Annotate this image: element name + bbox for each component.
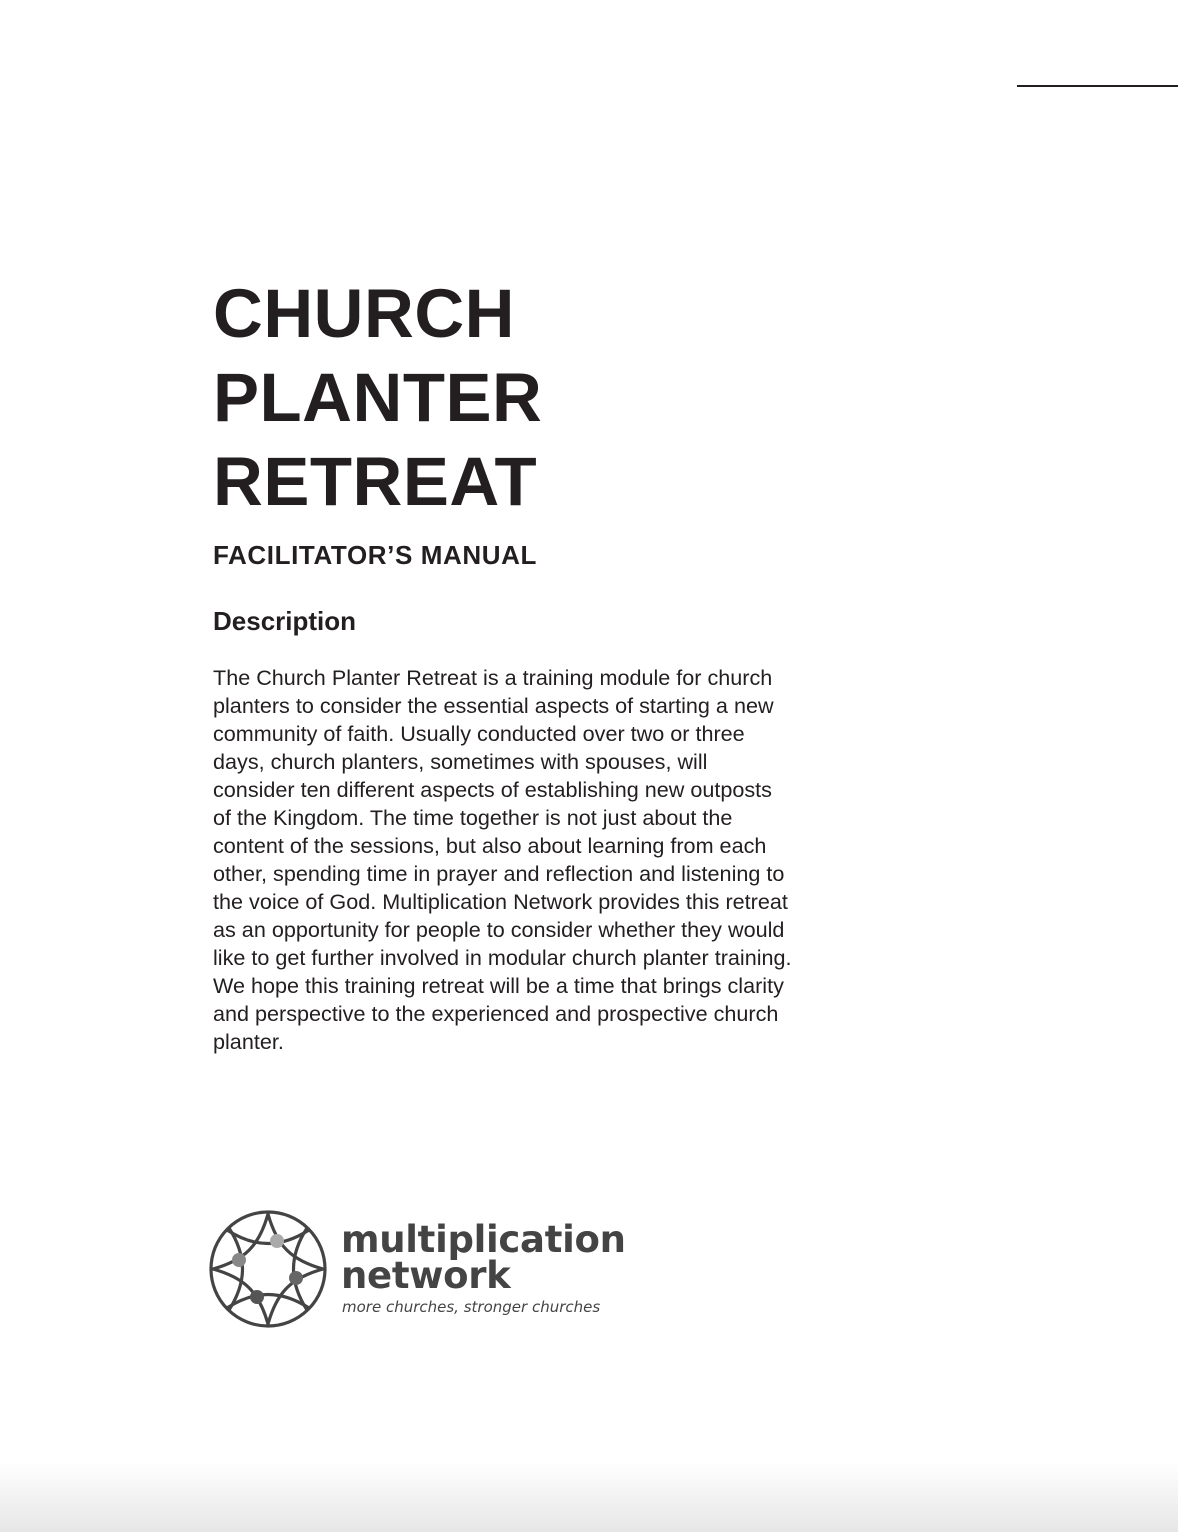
logo-tagline: more churches, stronger churches (342, 1298, 601, 1316)
title-line: CHURCH (213, 275, 515, 352)
multiplication-network-logo (207, 1208, 626, 1332)
document-subtitle: FACILITATOR’S MANUAL (213, 540, 537, 570)
logo-mark-icon (207, 1208, 329, 1330)
title-line: PLANTER (213, 359, 543, 436)
logo-wordmark (341, 1218, 626, 1297)
document-title (213, 272, 542, 524)
page-bottom-shadow (0, 1462, 1178, 1532)
logo-name-line: network (341, 1254, 511, 1297)
title-line: RETREAT (213, 443, 538, 520)
section-heading: Description (213, 606, 357, 636)
top-rule (1017, 85, 1178, 87)
description-paragraph: The Church Planter Retreat is a training module for church planters to consider the essential aspects of starting a new community of faith. Usually conducted over two or three days, church planters, sometimes with spouses, will consider ten different aspects of establishing new outposts of the Kingdom. The time together is not just about the content of the sessions, but also about learning from each other, spending time in prayer and reflection and listening to the voice of God. Multiplication Network provides this retreat as an opportunity for people to consider whether they would like to get further involved in modular church planter training. We hope this training retreat will be a time that brings clarity and perspective to the experienced and prospective church planter. (213, 665, 792, 1054)
logo-name-line: multiplication (341, 1218, 626, 1261)
